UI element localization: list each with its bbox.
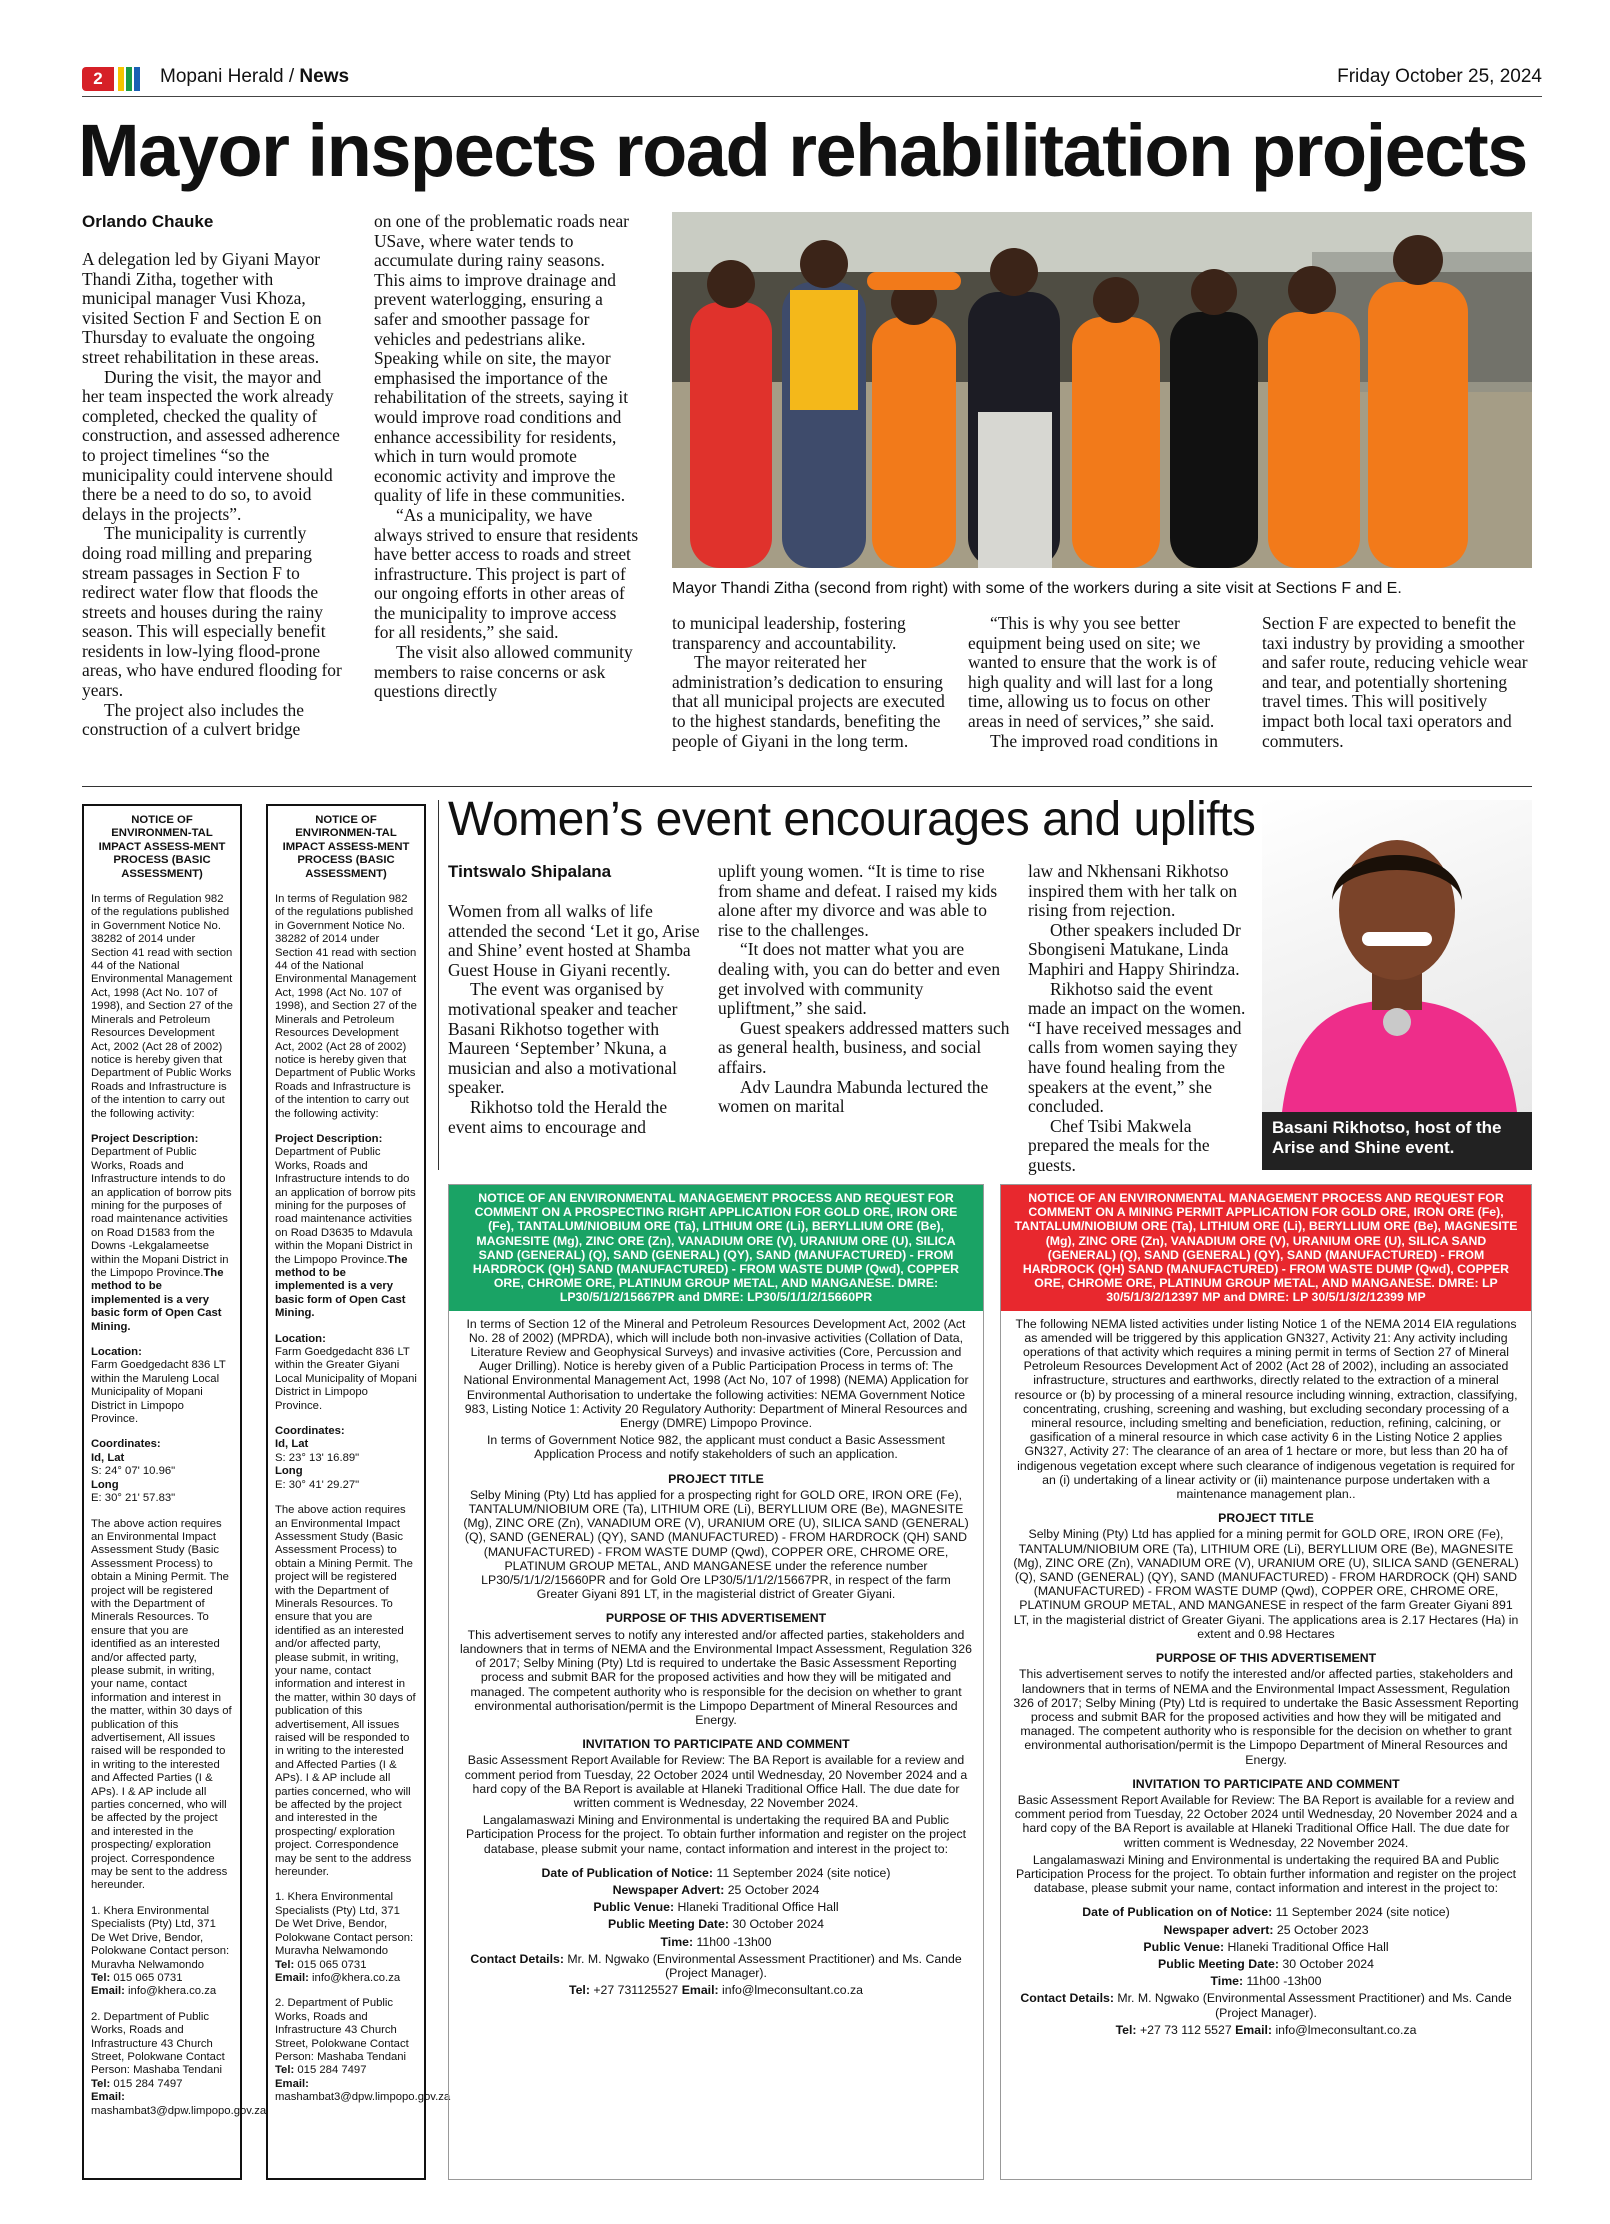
paragraph: “As a municipality, we have always strived to ensure that residents have better access to roads and street infrastructure. This project is part of our ongoing efforts in other areas of the municipality to improve access for all residents,” she said. — [374, 504, 639, 643]
paragraph: The visit also allowed community members to raise concerns or ask questions directly — [374, 642, 633, 702]
women-event-headline: Women’s event encourages and uplifts — [448, 793, 1256, 846]
ad-body — [449, 1311, 983, 2007]
article2-col1 — [448, 902, 700, 1137]
ad-intro-2: In terms of Government Notice 982, the applicant must conduct a Basic Assessment Application Process and notify stakeholders of such an application. — [487, 1433, 945, 1462]
ad-contact: Contact Details: Mr. M. Ngwako (Environmental Assessment Practitioner) and Ms. Cande (Project Manager). — [470, 1951, 962, 1980]
paragraph: Women from all walks of life attended the second ‘Let it go, Arise and Shine’ event hosted at Shamba Guest House in Giyani recently. — [448, 901, 700, 980]
ad-section-label: PROJECT TITLE — [668, 1471, 764, 1486]
article1-col4 — [968, 614, 1248, 751]
notice-intro: In terms of Regulation 982 of the regulations published in Government Notice No. 38282 of 2014 under Section 41 read with section 44 of the National Environmental Management Act, 1998 (Act No. 107 of 1998), and Section 27 of the Minerals and Petroleum Resources Development Act, 2002 (Act 28 of 2002) notice is hereby given that Department of Public Works Roads and Infrastructure is of the intention to carry out the following activity: — [275, 893, 417, 1120]
notice-eia-right — [266, 804, 451, 2180]
header-rule — [82, 96, 1542, 97]
notice-contact-2: 2. Department of Public Works, Roads and Infrastructure 43 Church Street, Polokwane Contact Person: Mashaba Tendani Tel: 015 284 7497 Email: mashambat3@dpw.limpopo.gov.za — [91, 2010, 267, 2117]
ad-project-title: Selby Mining (Pty) Ltd has applied for a prospecting right for GOLD ORE, IRON ORE (Fe), TANTALUM/NIOBIUM ORE (Ta), LITHIUM ORE (Li), BERYLLIUM ORE (Be), MAGNESITE (Mg), ZINC ORE (Zn), VANADIUM ORE (V), URANIUM ORE (U), SILICA SAND (GENERAL) (Q), SAND (GENERAL) (QY), SAND (MANUFACTURED) - FROM HARDROCK (QH) SAND (MANUFACTURED) - FROM WASTE DUMP (Qwd), COPPER ORE, CHROME ORE, PLATINUM GROUP METAL, AND MANGANESE under the reference number LP30/5/1/1/2/15660PR and for Gold Ore LP30/5/1/1/2/15667PR, in respect of the farm Greater Giyani 891 LT, in the magisterial district of Greater Giyani. — [463, 1487, 969, 1602]
article1-col2 — [374, 212, 639, 702]
article2-left-rule — [438, 800, 439, 1170]
ad-section-label: INVITATION TO PARTICIPATE AND COMMENT — [1132, 1776, 1400, 1791]
paragraph: The improved road conditions in — [990, 730, 1218, 751]
ad-tel-email: Tel: +27 731125527 Email: info@lmeconsultant.co.za — [568, 1983, 864, 1998]
notice-intro: In terms of Regulation 982 of the regulations published in Government Notice No. 38282 of 2014 under Section 41 read with section 44 of the National Environmental Management Act, 1998 (Act No. 107 of 1998), and Section 27 of the Minerals and Petroleum Resources Development Act, 2002 (Act 28 of 2002) notice is hereby given that Department of Public Works Roads and Infrastructure is of the intention to carry out the following activity: — [91, 893, 233, 1120]
notice-title: NOTICE OF ENVIRONMEN-TAL IMPACT ASSESS-MENT PROCESS (BASIC ASSESSMENT) — [282, 814, 410, 880]
ad-section-label: PROJECT TITLE — [1218, 1511, 1314, 1526]
notice-action: The above action requires an Environmental Impact Assessment Study (Basic Assessment Process) to obtain a Mining Permit. The project will be registered with the Department of Minerals Resources. To ensure that you are identified as an interested and/or affected party, please submit, in writing, your name, contact information and interest in the matter, within 30 days of publication of this advertisement, All issues raised will be responded to in writing to the interested and Affected Parties (I & APs). I & AP include all parties concerned, who will be affected by the project and interested in the prospecting/ exploration project. Correspondence may be sent to the address hereunder. — [275, 1504, 416, 1879]
ad-section-label: PURPOSE OF THIS ADVERTISEMENT — [1155, 1651, 1377, 1666]
article1-col1 — [82, 250, 346, 740]
article1-byline: Orlando Chauke — [82, 212, 214, 231]
ad-body — [1001, 1311, 1531, 2046]
paragraph: “It does not matter what you are dealing with, you can do better and even get involved with community upliftment,” she said. — [718, 939, 1001, 1019]
paragraph: A delegation led by Giyani Mayor Thandi Zitha, together with municipal manager Vusi Khoza, visited Section F and Section E on Thursday to evaluate the ongoing street rehabilitation in these areas. — [82, 249, 322, 367]
ad-heading: NOTICE OF AN ENVIRONMENTAL MANAGEMENT PROCESS AND REQUEST FOR COMMENT ON A PROSPECTING RIGHT APPLICATION FOR GOLD ORE, IRON ORE (Fe), TANTALUM/NIOBIUM ORE (Ta), LITHIUM ORE (Li), BERYLLIUM ORE (Be), MAGNESITE (Mg), ZINC ORE (Zn), VANADIUM ORE (V), URANIUM ORE (U), SILICA SAND (GENERAL) (Q), SAND (GENERAL) (QY), SAND (MANUFACTURED) - FROM HARDROCK (QH) SAND (MANUFACTURED) - FROM WASTE DUMP (Qwd), COPPER ORE, CHROME ORE, PLATINUM GROUP METAL, AND MANGANESE. DMRE: LP30/5/1/2/15667PR and DMRE: LP30/5/1/1/2/15660PR — [449, 1185, 983, 1311]
article2-byline: Tintswalo Shipalana — [448, 862, 612, 881]
paragraph: Guest speakers addressed matters such as general health, business, and social affairs. — [718, 1017, 1010, 1077]
paragraph: The mayor reiterated her administration’s dedication to ensuring that all municipal projects are executed to the highest standards, benefiting the people of Giyani in the long term. — [672, 652, 945, 751]
ad-meeting-date: Public Meeting Date: 30 October 2024 — [1158, 1956, 1374, 1971]
ad-invite: Basic Assessment Report Available for Review: The BA Report is available for a review and comment period from Tuesday, 22 October 2024 until Wednesday, 20 November 2024 and a hard copy of the BA Report is available at Hlaneki Traditional Office Hall. The due date for written comment is Wednesday, 22 November 2024. — [464, 1753, 968, 1810]
paragraph: to municipal leadership, fostering transparency and accountability. — [672, 613, 906, 653]
article2-col2 — [718, 862, 1010, 1117]
ad-publication-date: Date of Publication on of Notice: 11 September 2024 (site notice) — [1082, 1905, 1450, 1920]
section-divider — [82, 786, 1532, 787]
ad-mining-permit — [1000, 1184, 1532, 2180]
ad-tel-email: Tel: +27 73 112 5527 Email: info@lmeconsultant.co.za — [1115, 2022, 1417, 2037]
notice-eia-left — [82, 804, 267, 2180]
ad-intro: In terms of Section 12 of the Mineral and Petroleum Resources Development Act, 2002 (Act No. 28 of 2002) (MPRDA), which will include both non-invasive activities (Collation of Data, Literature Review and Geophysical Surveys) and invasive activities (Core, Percussion and Auger Drilling). Notice is hereby given of a Public Participation Process in terms of: The National Environmental Management Act, 1998 (Act No, 107 of 1998) (NEMA) Application for Environmental Authorisation to undertake the following activities: NEMA Government Notice 983, Listing Notice 1: Activity 20 Regulatory Authority: Department of Mineral Resources and Energy (DMRE) Limpopo Province. — [463, 1316, 969, 1431]
notice-location: Location: Farm Goedgedacht 836 LT within the Maruleng Local Municipality of Mopani District in Limpopo Province. — [91, 1346, 226, 1426]
article1-col3 — [672, 614, 952, 751]
ad-meeting-date: Public Meeting Date: 30 October 2024 — [608, 1917, 824, 1932]
ad-venue: Public Venue: Hlaneki Traditional Office Hall — [593, 1900, 839, 1915]
paragraph: The project also includes the construction of a culvert bridge — [82, 699, 304, 740]
portrait-drawing — [1262, 800, 1532, 1112]
ad-time: Time: 11h00 -13h00 — [1210, 1974, 1322, 1989]
article2-col3 — [1028, 862, 1250, 1176]
paragraph: Adv Laundra Mabunda lectured the women on marital — [718, 1076, 989, 1117]
flag-stripe-green — [126, 67, 132, 91]
page-header — [82, 64, 1542, 94]
paragraph: law and Nkhensani Rikhotso inspired them with her talk on rising from rejection. — [1028, 861, 1238, 921]
ad-prospecting-right — [448, 1184, 984, 2180]
notice-description: Project Description: Department of Public Works, Roads and Infrastructure intends to do an application of borrow pits mining for the purposes of road maintenance activities on Road D1583 from the Downs -Lekgalameetse within the Mopani District in the Limpopo Province.The method to be implemented is a very basic form of Open Cast Mining. — [91, 1132, 232, 1333]
notice-contact-1: 1. Khera Environmental Specialists (Pty) Ltd, 371 De Wet Drive, Bendor, Polokwane Contact person: Muravha Nelwamondo Tel: 015 065 0731 Email: info@khera.co.za — [91, 1904, 230, 1998]
notice-contact-2: 2. Department of Public Works, Roads and Infrastructure 43 Church Street, Polokwane Contact Person: Mashaba Tendani Tel: 015 284 7497 Email: mashambat3@dpw.limpopo.gov.za — [275, 1997, 451, 2104]
ad-invite: Basic Assessment Report Available for Review: The BA Report is available for a review and comment period from Tuesday, 22 October 2024 until Wednesday, 20 November 2024 and a hard copy of the BA Report is available at Hlaneki Traditional Office Hall. The due date for written comment is Wednesday, 22 November 2024. — [1014, 1792, 1518, 1850]
notice-action: The above action requires an Environmental Impact Assessment Study (Basic Assessment Process) to obtain a Mining Permit. The project will be registered with the Department of Minerals Resources. To ensure that you are identified as an interested and/or affected party, please submit, in writing, your name, contact information and interest in the matter, within 30 days of publication of this advertisement, All issues raised will be responded to in writing to the interested and Affected Parties (I & APs). I & AP include all parties concerned, who will be affected by the project and interested in the prospecting/ exploration project. Correspondence may be sent to the address hereunder. — [91, 1517, 232, 1892]
issue-date: Friday October 25, 2024 — [1337, 66, 1542, 87]
basani-rikhotso-photo — [1262, 800, 1532, 1112]
ad-purpose: This advertisement serves to notify the interested and/or affected parties, stakeholders and landowners that in terms of NEMA and the Environmental Impact Assessment, Regulation 326 of 2017; Selby Mining (Pty) Ltd is required to undertake the Basic Assessment Reporting process and submit BAR for the proposed activities and how they will be mitigated and managed. The competent authority who is responsible for the decision on whether to grant environmental authorisation/permit is the Limpopo Department of Mineral Resources and Energy. — [1013, 1667, 1519, 1767]
page-number: 2 — [82, 67, 114, 91]
publication-name: Mopani Herald / News — [160, 66, 350, 87]
notice-title: NOTICE OF ENVIRONMEN-TAL IMPACT ASSESS-MENT PROCESS (BASIC ASSESSMENT) — [98, 814, 226, 880]
ad-project-title: Selby Mining (Pty) Ltd has applied for a mining permit for GOLD ORE, IRON ORE (Fe), TANTALUM/NIOBIUM ORE (Ta), LITHIUM ORE (Li), BERYLLIUM ORE (Be), MAGNESITE (Mg), ZINC ORE (Zn), VANADIUM ORE (V), URANIUM ORE (U), SILICA SAND (GENERAL) (Q), SAND (GENERAL) (QY), SAND (MANUFACTURED) - FROM HARDROCK (QH) SAND (MANUFACTURED) - FROM WASTE DUMP (Qwd), COPPER ORE, CHROME ORE, PLATINUM GROUP METAL, AND MANGANESE in respect of the farm Greater Giyani 891 LT, in the magisterial district of Greater Giyani. The applications area is 2.17 Hectares (Ha) in extent and 0.98 Hectares — [1013, 1527, 1519, 1641]
paragraph: During the visit, the mayor and her team inspected the work already completed, checked the quality of construction, and assessed adherence to project timelines “so the municipality could intervene should there be a need to do so, to avoid delays in the projects”. — [82, 366, 340, 524]
paragraph: The municipality is currently doing road milling and preparing stream passages in Section F to redirect water flow that floods the streets and houses during the rainy season. This will especially benefit residents in low-lying flood-prone areas, who have endured flooding for years. — [82, 523, 342, 701]
paragraph: Section F are expected to benefit the taxi industry by providing a smoother and safer route, reducing vehicle wear and tear, and potentially shortening travel times. This will positively impact both local taxi operators and commuters. — [1262, 613, 1528, 751]
flag-stripe-yellow — [118, 67, 124, 91]
ad-contact: Contact Details: Mr. M. Ngwako (Environmental Assessment Practitioner) and Ms. Cande (Project Manager). — [1020, 1991, 1512, 2020]
ad-intro: The following NEMA listed activities under listing Notice 1 of the NEMA 2014 EIA regulations as amended will be triggered by this application GN327, Activity 21: Any activity including operations of that activity which requires a mining permit in terms of Section 27 of Mineral Petroleum Resources Development Act of 2002 (Act 28 of 2002), including an associated infrastructure, structures and earthworks, directly related to the extraction of a mineral resource or (b) by processing of a mineral resource including winning, extraction, classifying, concentrating, crushing, screening and washing, but excluding secondary processing of a mineral resource, including smelting and beneficiation, reduction, refining, calcining, or gasification of a mineral resource in which case activity 6 in the Listing Notice 2 applies GN327, Activity 27: The clearance of an area of 1 hectare or more, but less than 20 ha of indigenous vegetation except where such clearance of indigenous vegetation is required for an (i) undertaking of a linear activity or (ii) maintenance purpose undertaken with a maintenance management plan.. — [1014, 1316, 1518, 1502]
notice-description: Project Description: Department of Public Works, Roads and Infrastructure intends to do an application of borrow pits mining for the purposes of road maintenance activities on Road D3635 to Mdavula within the Mopani District in the Limpopo Province.The method to be implemented is a very basic form of Open Cast Mining. — [275, 1132, 416, 1320]
ad-purpose: This advertisement serves to notify any interested and/or affected parties, stakeholders and landowners that in terms of NEMA and the Environmental Impact Assessment, Regulation 326 of 2017; Selby Mining (Pty) Ltd is required to undertake the Basic Assessment Reporting process and submit BAR for the proposed activities and how they will be mitigated and managed. The competent authority who is responsible for the decision on whether to grant environmental authorisation/permit is the Limpopo Department of Mineral Resources and Energy. — [460, 1627, 972, 1727]
photo-caption: Mayor Thandi Zitha (second from right) with some of the workers during a site visit at Sections F and E. — [672, 580, 1402, 597]
basani-photo-caption: Basani Rikhotso, host of the Arise and Shine event. — [1262, 1112, 1532, 1170]
notice-location: Location: Farm Goedgedacht 836 LT within the Greater Giyani Local Municipality of Mopani District in Limpopo Province. — [275, 1332, 417, 1412]
paragraph: Rikhotso told the Herald the event aims to encourage and — [448, 1096, 668, 1137]
paragraph: “This is why you see better equipment being used on site; we wanted to ensure that the work is of high quality and will last for a long time, allowing us to focus on other areas in need of services,” she said. — [968, 613, 1217, 731]
ad-publication-date: Date of Publication of Notice: 11 September 2024 (site notice) — [541, 1865, 891, 1880]
ad-time: Time: 11h00 -13h00 — [660, 1934, 772, 1949]
paragraph: uplift young women. “It is time to rise from shame and defeat. I raised my kids alone after my divorce and was able to rise to the challenges. — [718, 861, 998, 940]
ad-newspaper-advert: Newspaper Advert: 25 October 2024 — [612, 1882, 820, 1897]
ad-invite-2: Langalamaswazi Mining and Environmental is undertaking the required BA and Public Participation Process for the project. To obtain further information and register on the project database, please submit your name, contact information and interest in the project to: — [1015, 1852, 1517, 1896]
notice-coordinates: Coordinates: Id, Lat S: 23° 13' 16.89" Long E: 30° 41' 29.27" — [275, 1425, 360, 1491]
site-visit-photo — [672, 212, 1532, 568]
paragraph: Other speakers included Dr Sbongiseni Matukane, Linda Maphiri and Happy Shirindza. — [1028, 919, 1241, 979]
ad-invite-2: Langalamaswazi Mining and Environmental is undertaking the required BA and Public Participation Process for the project. To obtain further information and register on the project database, please submit your name, contact information and interest in the project to: — [465, 1813, 967, 1856]
paragraph: on one of the problematic roads near USave, where water tends to accumulate during rainy seasons. This aims to improve drainage and prevent waterlogging, ensuring a safer and smoother passage for vehicles and pedestrians alike. Speaking while on site, the mayor emphasised the importance of the rehabilitation of the streets, saying it would improve road conditions and enhance accessibility for residents, which in turn would promote economic activity and improve the quality of life in these communities. — [374, 211, 629, 506]
ad-section-label: PURPOSE OF THIS ADVERTISEMENT — [605, 1611, 827, 1626]
main-headline: Mayor inspects road rehabilitation projects — [78, 109, 1527, 192]
ad-venue: Public Venue: Hlaneki Traditional Office Hall — [1143, 1939, 1389, 1954]
paragraph: Chef Tsibi Makwela prepared the meals for the guests. — [1028, 1115, 1210, 1175]
article1-col5 — [1262, 614, 1532, 751]
paragraph: Rikhotso said the event made an impact on the women. “I have received messages and calls from women saying they have found healing from the speakers at the event,” she concluded. — [1028, 978, 1246, 1117]
paragraph: The event was organised by motivational speaker and teacher Basani Rikhotso together with Maureen ‘September’ Nkuna, a musician and also a motivational speaker. — [448, 979, 678, 1098]
ad-newspaper-advert: Newspaper advert: 25 October 2023 — [1163, 1922, 1369, 1937]
site-visit-photo-drawing — [672, 212, 1532, 568]
ad-heading: NOTICE OF AN ENVIRONMENTAL MANAGEMENT PROCESS AND REQUEST FOR COMMENT ON A MINING PERMIT APPLICATION FOR GOLD ORE, IRON ORE (Fe), TANTALUM/NIOBIUM ORE (Ta), LITHIUM ORE (Li), BERYLLIUM ORE (Be), MAGNESITE (Mg), ZINC ORE (Zn), VANADIUM ORE (V), URANIUM ORE (U), SILICA SAND (GENERAL) (Q), SAND (GENERAL) (QY), SAND (MANUFACTURED) - FROM HARDROCK (QH) SAND (MANUFACTURED) - FROM WASTE DUMP (Qwd), COPPER ORE, CHROME ORE, PLATINUM GROUP METAL, AND MANGANESE. DMRE: LP 30/5/1/3/2/12397 MP and DMRE: LP 30/5/1/3/2/12399 MP — [1001, 1185, 1531, 1311]
ad-section-label: INVITATION TO PARTICIPATE AND COMMENT — [582, 1737, 850, 1752]
notice-coordinates: Coordinates: Id, Lat S: 24° 07' 10.96" Long E: 30° 21' 57.83" — [91, 1438, 176, 1505]
notice-contact-1: 1. Khera Environmental Specialists (Pty) Ltd, 371 De Wet Drive, Bendor, Polokwane Contact person: Muravha Nelwamondo Tel: 015 065 0731 Email: info@khera.co.za — [275, 1891, 414, 1984]
flag-stripe-blue — [134, 67, 140, 91]
